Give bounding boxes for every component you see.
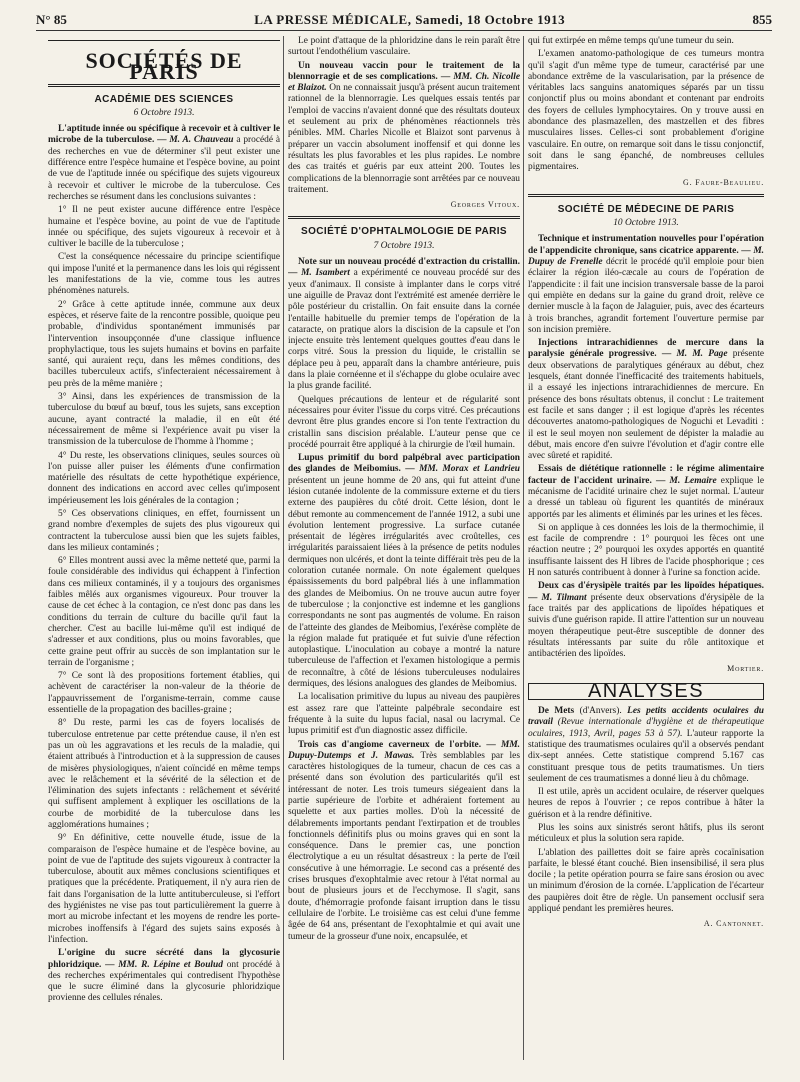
article-paragraph: Plus les soins aux sinistrés seront hâtifs, plus ils seront méticuleux et plus la solution sera rapide. — [528, 823, 764, 845]
article-paragraph: Essais de diététique rationnelle : le régime alimentaire facteur de l'accident urinaire. — M. Lemaire explique le mécanisme de l'acidité urinaire chez le sujet normal. L'auteur a dressé un tableau où figurent les quantités de minéraux apportés par les aliments et éliminés par les urines et les fèces. — [528, 464, 764, 520]
column-3 — [528, 36, 764, 1060]
analyses-heading: ANALYSES — [528, 683, 764, 700]
article-paragraph: Quelques précautions de lenteur et de régularité sont nécessaires pour éviter l'issue du corps vitré. Ces précautions devront être plus grandes encore si l'on tente l'extraction du cristallin sans discision préalable. L'auteur pense que ce procédé pourrait être appliqué à la chirurgie de l'œil humain. — [288, 394, 520, 450]
page-header — [36, 12, 772, 28]
society-title: ACADÉMIE DES SCIENCES — [94, 93, 234, 105]
article-paragraph: L'ablation des paillettes doit se faire après cocaïnisation parfaite, le blessé étant couché. Bien insensibilisé, il sera plus docile ; la petite opération pourra se faire sans érosion ou avec un minimum d'érosion de la cornée. L'application de l'écarteur des paupières doit être de règle. Un pansement occlusif sera appliqué pendant les premières heures. — [528, 847, 764, 915]
article-paragraph: De Mets (d'Anvers). Les petits accidents oculaires du travail (Revue internationale d'hygiène et de thérapeutique oculaires, 1913, Avril, pages 53 à 57). L'auteur rapporte la statistique des traumatismes oculaires qu'il a observés pendant dix-sept années. Cette statistique comprend 5.167 cas constituant presque tous de petits traumatismes. Un tiers seulement de ces traumatismes a donné lieu à du chômage. — [528, 706, 764, 784]
divider — [528, 194, 764, 197]
author-signature: Mortier. — [727, 664, 764, 674]
divider — [48, 40, 280, 41]
article-paragraph: 5° Ces observations cliniques, en effet, fournissent un grand nombre d'exemples de sujets des plus vigoureux qui contractent la tuberculose aussi bien que les sujets faibles, dans les milieux contaminés ; — [48, 508, 280, 553]
article-paragraph: Technique et instrumentation nouvelles pour l'opération de l'appendicite chronique, sans cicatrice apparente. — M. Dupuy de Frenelle décrit le procédé qu'il emploie pour bien éclairer la région iléo-cæcale au cours de l'opération de l'appendicite : il fait une incision transversale basse de la paroi qui empiète en dedans sur la gaine du grand droit, relève ce dernier muscle à la façon de Jalaguier, puis, avec des écarteurs à trois branches, agrandit fortement l'ouverture permise par son incision première. — [528, 234, 764, 335]
society-title: SOCIÉTÉ D'OPHTALMOLOGIE DE PARIS — [301, 226, 507, 238]
article-paragraph: Si on applique à ces données les lois de la thermochimie, il est facile de comprendre : 1° pourquoi les fèces ont une réaction neutre ; 2° pourquoi les oxydes apportés en quantité insuffisante laissent des H libres de l'acide phosphorique ; ces H non saturés contribuent à donner à l'urine sa fonction acide. — [528, 522, 764, 579]
column-divider — [523, 36, 524, 1060]
divider — [288, 216, 520, 219]
session-date: 6 Octobre 1913. — [133, 107, 195, 118]
article-paragraph: 9° En définitive, cette nouvelle étude, issue de la comparaison de l'espèce humaine et de l'espèce bovine, au point de vue de l'aptitude des sujets vigoureux à contracter la tuberculose, aboutit aux mêmes conclusions scientifiques et pratiques que la précédente. Pratiquement, il n'y aura rien de fait dans l'organisation de la lutte antituberculeuse, si l'effort des hygiénistes ne vise pas tout particulièrement la guerre à mort au microbe infectant et les moyens de rendre les porte-microbes inoffensifs à l'égard des sujets sains exposés à l'infection. — [48, 833, 280, 945]
divider — [48, 84, 280, 87]
article-paragraph: 1° Il ne peut exister aucune différence entre l'espèce humaine et l'espèce bovine, au point de vue de l'aptitude innée ou spécifique, des sujets vigoureux à recevoir et à cultiver le bacille de la tuberculose ; — [48, 205, 280, 250]
journal-title: LA PRESSE MÉDICALE, Samedi, 18 Octobre 1913 — [254, 12, 566, 27]
article-paragraph: 8° Du reste, parmi les cas de foyers localisés de tuberculose entretenue par cette prétendue cause, il n'en est pas un où les aggravations et les reculs de la maladie, qui étaient attribués à l'introduction et à la suppression de causes de misères physiologiques, n'aient coïncidé en même temps avec le relâchement et la sévérité de la sélection et de l'élimination des sujets infectants : relâchement et sévérité qui suffisent amplement à expliquer les oscillations de la courbe de morbidité de la tuberculose dans les agglomérations humaines ; — [48, 718, 280, 830]
column-divider — [283, 36, 284, 1060]
article-paragraph: Deux cas d'érysipèle traités par les lipoïdes hépatiques. — M. Tilmant présente deux observations d'érysipèle de la face traités par des applications de lipoïdes hépatiques et suivis d'une guérison rapide. Il attire l'attention sur un nouveau moyen thérapeutique peut-être susceptible de donner des résultats intéressants par suite du rôle antitoxique et antibactérien des lipoïdes. — [528, 581, 764, 660]
author-signature: Georges Vitoux. — [450, 200, 520, 210]
article-paragraph: L'origine du sucre sécrété dans la glycosurie phloridzique. — MM. R. Lépine et Boulud ont procédé à des recherches expérimentales qui contredisent l'hypothèse que le sucre éliminé dans la glycosurie phloridzique provienne des cellules rénales. — [48, 948, 280, 1004]
article-paragraph: Injections intrarachidiennes de mercure dans la paralysie générale progressive. — M. M. Page présente deux observations de paralytiques généraux au début, chez lesquels, étant donnée l'inefficacité des traitements habituels, il a essayé les injections intrarachidiennes de mercure. En présence des bons résultats obtenus, il conclut : Le traitement est facile et sans danger ; il est logique d'après les récentes découvertes anatomo-pathologiques de Noguchi et Levaditi : il est le seul moyen non seulement de dépister la maladie au début, mais encore d'en suivre l'évolution et d'agir contre elle avec sûreté et rapidité. — [528, 338, 764, 462]
article-paragraph: Il est utile, après un accident oculaire, de réserver quelques heures de repos à l'ouvrier ; ce repos contribue à hâter la guérison et à la rendre définitive. — [528, 787, 764, 820]
article-paragraph: 6° Elles montrent aussi avec la même netteté que, parmi la foule considérable des individus qui échappent à l'infection dans ces milieux contaminés, il y a toujours des organismes faibles mêlés aux organismes vigoureux. Pour trouver la cause de cet échec à la contagion, ce n'est donc pas dans les conditions du terrain de culture du bacille qu'il faut la chercher. C'est au bacille lui-même qu'il est indiqué de s'adresser et aux conditions, plus ou moins favorables, que cette graine peut offrir au succès de son implantation sur le terrain de l'organisme ; — [48, 556, 280, 668]
article-paragraph: Le point d'attaque de la phloridzine dans le rein paraît être surtout l'endothélium vasculaire. — [288, 36, 520, 58]
society-title: SOCIÉTÉ DE MÉDECINE DE PARIS — [557, 203, 735, 215]
session-date: 7 Octobre 1913. — [373, 240, 435, 251]
column-2 — [288, 36, 520, 1060]
article-paragraph: 2° Grâce à cette aptitude innée, commune aux deux espèces, et réserve faite de la rencontre possible, quoique peu probable, d'individus spontanément immunisés par l'intervention insoupçonnée d'une classique influence prophylactique, tous les sujets humains et bovins en parfaite santé, qui auraient reçu, dans les mêmes conditions, des bacilles tuberculeux actifs, s'infecteraient nécessairement à peu près de la même manière ; — [48, 299, 280, 389]
header-rule — [36, 30, 772, 31]
column-1 — [48, 36, 280, 1060]
article-paragraph: Note sur un nouveau procédé d'extraction du cristallin. — M. Isambert a expérimenté ce nouveau procédé sur des yeux d'animaux. Il consiste à implanter dans le corps vitré une aiguille de Pravaz dont l'extrémité est amenée derrière le pôle postérieur du cristallin. On fait ensuite dans la cornée l'entaille habituelle du premier temps de l'opération de la cataracte, on pratique alors la discision de la capsule et l'on injecte ensuite très lentement quelques gouttes d'eau dans le corps vitré. Sous la pression du liquide, le cristallin se déplace peu à peu, apparaît dans la chambre antérieure, puis dans la plaie cornéenne et il s'échappe du globe oculaire avec la plus grande facilité. — [288, 257, 520, 392]
article-paragraph: La localisation primitive du lupus au niveau des paupières est assez rare que l'atteinte palpébrale secondaire est fréquente à la suite du lupus facial, nasal ou lacrymal. Ce lupus primitif est d'un diagnostic assez difficile. — [288, 692, 520, 737]
article-paragraph: Lupus primitif du bord palpébral avec participation des glandes de Meibomius. — MM. Morax et Landrieu présentent un jeune homme de 20 ans, qui fut atteint d'une lésion cutanée indolente de la commissure externe et du tiers externe des paupières du côté droit. Cette lésion, dont le début remonte au commencement de l'année 1912, a subi une évolution lentement progressive. La surface cutanée présentait de légères irrégularités avec croûtelles, ces irrégularités paraissaient liées à la présence de petits nodules dermiques non ulcérés, et dont la teinte différait très peu de la coloration cutanée normale. On note également quelques épaississements du bord palpébral liés à une inflammation des glandes de Meibomius. On ne trouve aucun autre foyer de tuberculose ; la conjonctive est indemne et les ganglions correspondants ne sont pas augmentés de volume. En raison de l'atteinte des glandes de Meibomius, l'exérèse complète de la région malade fut pratiquée et fut suivie d'une réfection autoplastique. L'inoculation au cobaye a montré la nature tuberculeuse de l'affection et l'examen histologique a permis de reconnaître, à côté de lésions tuberculeuses nodulaires dermiques, des lésions analogues des glandes de Meibomius. — [288, 453, 520, 690]
section-main-title: SOCIÉTÉS DE PARIS — [85, 48, 243, 85]
author-signature: A. Cantonnet. — [703, 919, 764, 929]
article-paragraph: 7° Ce sont là des propositions fortement établies, qui achèvent de caractériser la non-valeur de la théorie de l'appauvrissement de l'organisme-terrain, comme cause essentielle de la propagation des bacilles-graine ; — [48, 671, 280, 716]
article-paragraph: C'est la conséquence nécessaire du principe scientifique qui impose l'unité et la permanence dans les lois qui régissent les manifestations de la vie, comme tous les autres phénomènes naturels. — [48, 252, 280, 297]
page-number-left: N° 85 — [36, 12, 67, 27]
page-number-right: 855 — [752, 12, 772, 27]
article-paragraph: 3° Ainsi, dans les expériences de transmission de la tuberculose du bœuf au bœuf, tous les sujets, sans exception aucune, ayant contracté la maladie, il en eût été nécessairement de même si l'expérience avait pu viser la transmission de la tuberculose de l'homme à l'homme ; — [48, 392, 280, 448]
session-date: 10 Octobre 1913. — [613, 218, 679, 229]
article-paragraph: qui fut extirpée en même temps qu'une tumeur du sein. — [528, 36, 734, 46]
article-paragraph: Trois cas d'angiome caverneux de l'orbite. — MM. Dupuy-Dutemps et J. Mawas. Très semblables par les caractères histologiques de la tumeur, chacun de ces cas a présenté dans son évolution des particularités qu'il est intéressant de noter. Les trois tumeurs siégeaient dans la partie supérieure de l'orbite et adhéraient fortement au squelette et aux parties molles. D'où la nécessité de délabrements importants pendant l'extirpation et de troubles fonctionnels définitifs plus ou moins graves qui en sont la conséquence. Dans le premier cas, une ponction électrolytique a eu un résultat désastreux : la perte de l'œil consécutive à une hémorragie. Le second cas a présenté des crises brusques d'exophtalmie avec retour à l'état normal au bout de plusieurs jours et de l'ecchymose. Il s'agit, sans doute, d'hémorragie profonde faisant irruption dans le tissu cellulaire de l'orbite. Le troisième cas est celui d'une femme âgée de 64 ans, présentant de l'exophtalmie et qui avait une tumeur de la grosseur d'une noix, encapsulée, et — [288, 739, 520, 942]
article-paragraph: L'examen anatomo-pathologique de ces tumeurs montra qu'il s'agit d'un même type de tumeur, caractérisé par une abondance extrême de la vascularisation, par la présence de véritables lacs sanguins anatomiques séparés par un tissu conjonctif plus ou moins abondant et contenant par endroits des foyers de cellules lymphocytaires. On y trouve aussi en abondance des plasmazellen, des mastzellen et des fibres musculaires lisses. Celles-ci sont probablement d'origine vasculaire. En outre, on remarque soit dans le tissu conjonctif, soit dans le sang épanché, de nombreuses cellules pigmentaires. — [528, 49, 764, 173]
author-signature: G. Faure-Beaulieu. — [683, 177, 764, 187]
article-paragraph: Un nouveau vaccin pour le traitement de la blennorragie et de ses complications. — MM. Ch. Nicolle et Blaizot. On ne connaissait jusqu'à présent aucun traitement rationnel de la blennorragie. Les quelques essais tentés par l'emploi de vaccins n'avaient donné que des résultats douteux et seulement au prix de phénomènes réactionnels très pénibles. MM. Charles Nicolle et Blaizot sont parvenus à préparer un vaccin absolument inoffensif et qui donne les résultats les plus favorables et les plus rapides. Le nombre des cas traités et guéris par eux atteint 200. Toutes les complications de la blennorragie sont arrêtées par ce nouveau traitement. — [288, 60, 520, 195]
article-paragraph: L'aptitude innée ou spécifique à recevoir et à cultiver le microbe de la tuberculose. — M. A. Chauveau a procédé à des recherches en vue de déterminer s'il peut exister une différence entre l'espèce humaine et l'espèce bovine, au point de vue de l'aptitude innée ou spécifique des sujets vigoureux à recevoir et cultiver le microbe de la tuberculose. Ces recherches se résument dans les conclusions suivantes : — [48, 124, 280, 202]
article-paragraph: 4° Du reste, les observations cliniques, seules sources où l'on puisse aller puiser les éléments d'une confirmation matérielle des résultats de cette hypothétique expérience, donnent des indications en accord avec celles qu'imposent impérieusement les lois générales de la contagion ; — [48, 450, 280, 506]
